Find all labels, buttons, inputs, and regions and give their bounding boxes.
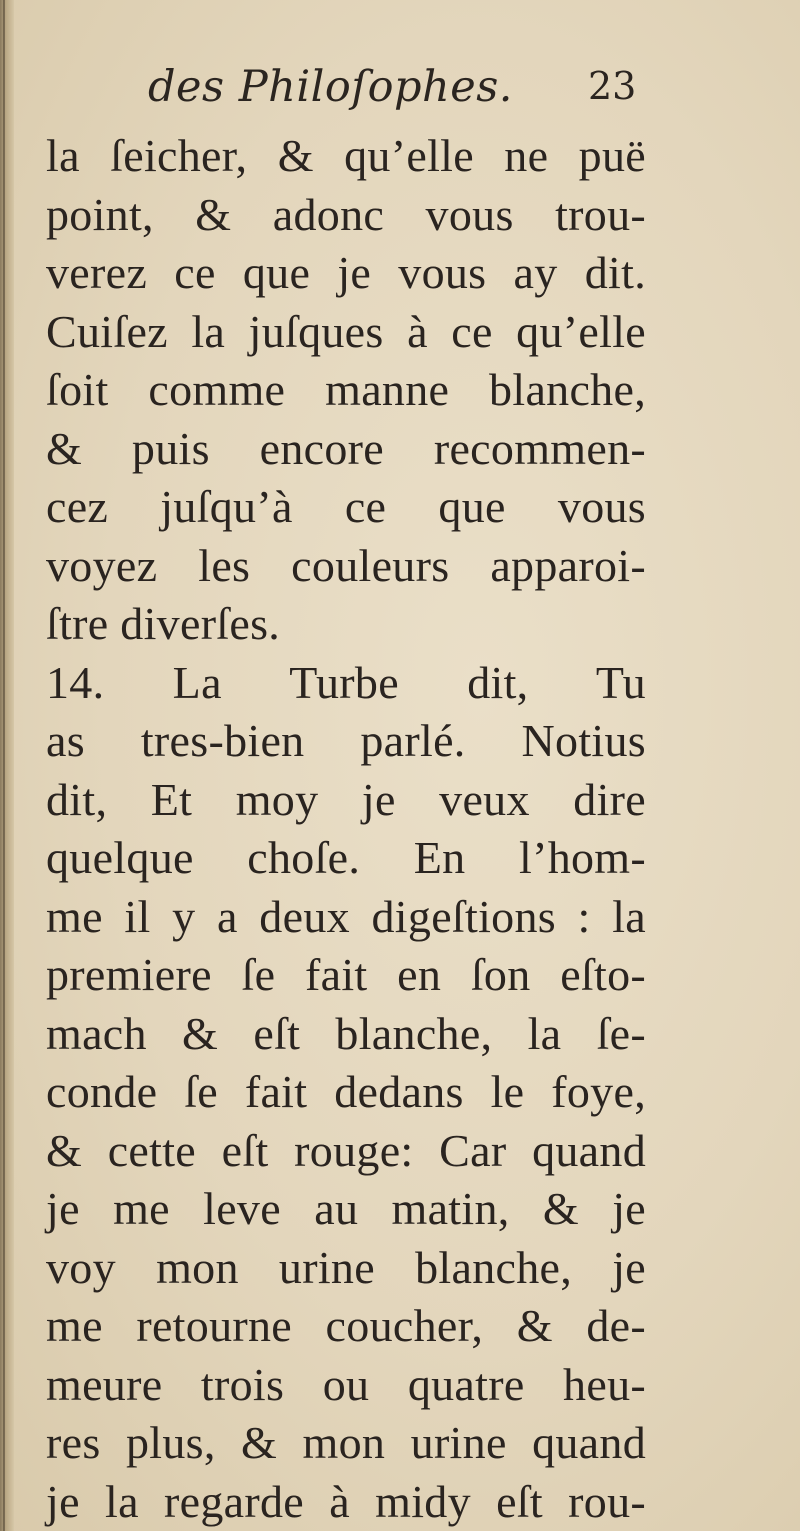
gutter-shadow-line <box>3 0 5 1531</box>
text-line: & cette eſt rouge: Car quand <box>46 1124 646 1176</box>
text-line: res plus, & mon urine quand <box>46 1417 646 1468</box>
text-line: point, & adonc vous trou- <box>46 188 646 240</box>
text-line: quelque choſe. En l’hom- <box>46 832 646 883</box>
text-line: cez juſqu’à ce que vous <box>46 481 646 532</box>
text-line: premiere ſe fait en ſon eſto- <box>46 949 646 1000</box>
text-line: conde ſe fait dedans le foye, <box>46 1066 646 1117</box>
text-line: Cuiſez la juſques à ce qu’elle <box>46 305 646 357</box>
text-line: ſoit comme manne blanche, <box>46 364 646 415</box>
text-line: & puis encore recommen- <box>46 422 646 474</box>
text-line: me retourne coucher, & de- <box>46 1300 646 1351</box>
page-gutter <box>0 0 14 1531</box>
text-line: as tres-bien parlé. Notius <box>46 715 646 766</box>
body-text <box>46 127 646 1531</box>
text-line: 14. La Turbe dit, Tu <box>46 656 646 708</box>
running-title: des Philoſophes. <box>148 62 513 112</box>
text-line: meure trois ou quatre heu- <box>46 1358 646 1410</box>
text-line: verez ce que je vous ay dit. <box>46 247 646 298</box>
text-line: je la regarde à midy eſt rou- <box>46 1475 646 1527</box>
text-line: dit, Et moy je veux dire <box>46 773 646 825</box>
text-line: voy mon urine blanche, je <box>46 1241 646 1293</box>
text-line: ſtre diverſes. <box>46 598 281 649</box>
text-line: je me leve au matin, & je <box>46 1183 646 1234</box>
text-line: voyez les couleurs apparoi- <box>46 539 646 591</box>
page-header <box>40 62 660 122</box>
page-number: 23 <box>588 64 637 108</box>
text-line: la ſeicher, & qu’elle ne puë <box>46 130 646 181</box>
text-line: me il y a deux digeſtions : la <box>46 890 646 942</box>
text-line: mach & eſt blanche, la ſe- <box>46 1007 646 1059</box>
